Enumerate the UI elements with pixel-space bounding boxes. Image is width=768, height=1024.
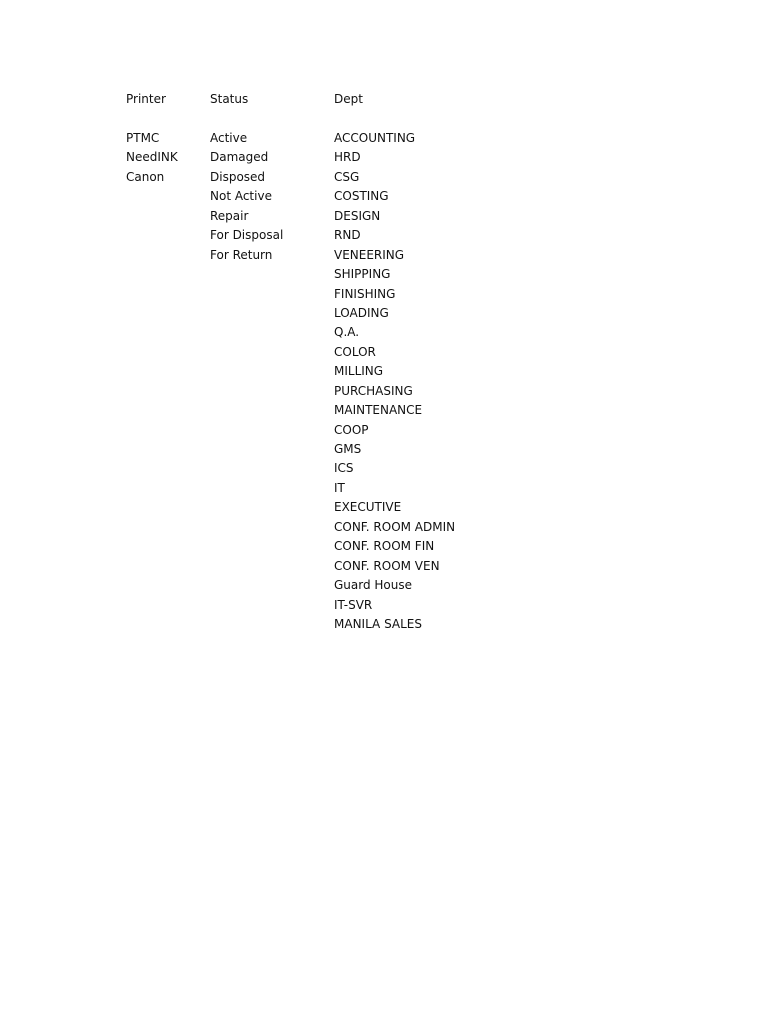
dept-item: MILLING <box>334 364 384 379</box>
dept-item: COSTING <box>334 189 389 204</box>
status-item: Not Active <box>210 189 272 204</box>
dept-item: MAINTENANCE <box>334 403 423 418</box>
dept-list <box>334 129 534 634</box>
status-item: Damaged <box>210 150 269 165</box>
dept-item: LOADING <box>334 305 389 320</box>
dept-item: RND <box>334 228 361 243</box>
dept-item: GMS <box>334 442 362 456</box>
status-header: Status <box>210 92 249 106</box>
dept-item: COOP <box>334 422 369 437</box>
dept-item: COLOR <box>334 344 376 359</box>
status-item: Repair <box>210 208 249 223</box>
header-spacer <box>210 110 330 130</box>
status-item: For Disposal <box>210 228 284 243</box>
dept-item: CONF. ROOM VEN <box>334 558 440 573</box>
dept-item: SHIPPING <box>334 267 391 282</box>
dept-item: ACCOUNTING <box>334 131 416 145</box>
status-column <box>210 90 330 265</box>
header-spacer <box>334 110 534 130</box>
printer-list <box>126 129 206 187</box>
dept-item: HRD <box>334 150 361 165</box>
dept-item: EXECUTIVE <box>334 500 402 515</box>
dept-item: MANILA SALES <box>334 616 422 631</box>
dept-item: Q.A. <box>334 325 360 340</box>
status-item: Disposed <box>210 169 266 184</box>
dept-item: VENEERING <box>334 247 405 262</box>
dept-item: PURCHASING <box>334 383 413 398</box>
status-item: Active <box>210 131 248 145</box>
dept-item: IT-SVR <box>334 597 373 612</box>
status-item: For Return <box>210 247 273 262</box>
dept-item: FINISHING <box>334 286 396 301</box>
dept-column <box>334 90 534 634</box>
header-spacer <box>126 110 206 130</box>
printer-item: PTMC <box>126 131 160 145</box>
dept-header: Dept <box>334 92 363 106</box>
printer-header: Printer <box>126 92 166 106</box>
dept-item: DESIGN <box>334 208 381 223</box>
printer-item: NeedINK <box>126 150 178 165</box>
printer-item: Canon <box>126 169 165 184</box>
dept-item: IT <box>334 480 345 495</box>
dept-item: CONF. ROOM ADMIN <box>334 519 456 534</box>
dept-item: CSG <box>334 169 360 184</box>
status-list <box>210 129 330 265</box>
dept-item: CONF. ROOM FIN <box>334 539 435 554</box>
dept-item: ICS <box>334 461 354 476</box>
printer-column <box>126 90 206 187</box>
dept-item: Guard House <box>334 578 413 593</box>
